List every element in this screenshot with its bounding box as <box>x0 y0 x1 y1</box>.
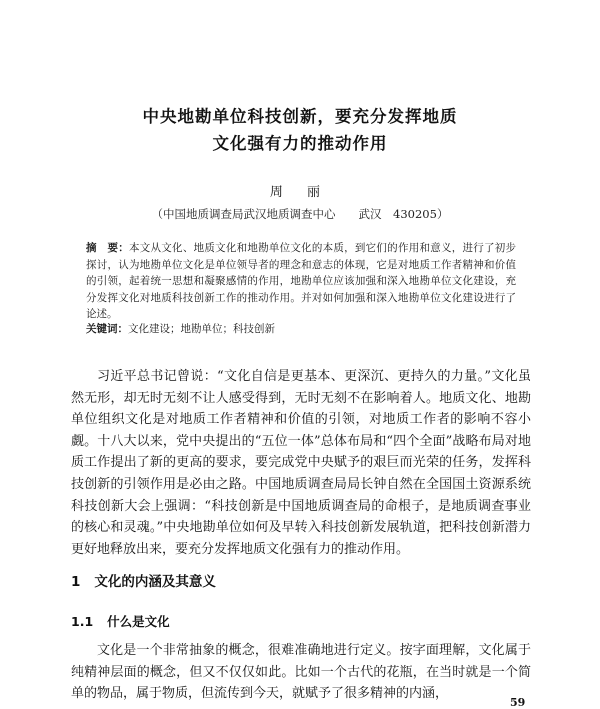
author-affiliation: （中国地质调查局武汉地质调查中心 武汉 430205） <box>151 207 449 221</box>
abstract <box>86 240 516 323</box>
paper-title-line-2: 文化强有力的推动作用 <box>212 134 388 153</box>
subsection-heading-1-1 <box>71 612 170 630</box>
abstract-text: 本文从文化、地质文化和地勘单位文化的本质，到它们的作用和意义，进行了初步探讨，认为地勘单位文化是单位领导者的理念和意志的体现，它是对地质工作者精神和价值的引领，起着统一思想和凝聚感情的作用，地勘单位应该加强和深入地勘单位文化建设，充分发挥文化对地质科技创新工作的推动作用。并对如何加强和深入地勘单位文化建设进行了论述。 <box>86 242 517 321</box>
author-name: 周 丽 <box>269 185 331 200</box>
intro-paragraph: 习近平总书记曾说：“文化自信是更基本、更深沉、更持久的力量。”文化虽然无形，却无时无刻不让人感受得到，无时无刻不在影响着人。地质文化、地勘单位组织文化是对地质工作者精神和价值的引领，对地质工作者的影响不容小觑。十八大以来，党中央提出的“五位一体”总体布局和“四个全面”战略布局对地质工作提出了新的更高的要求，要完成党中央赋予的艰巨而光荣的任务，发挥科技创新的引领作用是必由之路。中国地质调查局局长钟自然在全国国土资源系统科技创新大会上强调：“科技创新是中国地质调查局的命根子，是地质调查事业的核心和灵魂。”中央地勘单位如何及早转入科技创新发展轨道，把科技创新潜力更好地释放出来，要充分发挥地质文化强有力的推动作用。 <box>71 369 531 557</box>
paper-title-line-1: 中央地勘单位科技创新，要充分发挥地质 <box>142 107 458 126</box>
abstract-label: 摘 要： <box>86 242 130 254</box>
page-number: 59 <box>510 696 526 709</box>
section-heading-1 <box>71 570 216 590</box>
keywords-label: 关键词： <box>86 323 128 335</box>
subsection-number: 1.1 <box>71 614 94 629</box>
keywords <box>86 321 516 336</box>
keywords-text: 文化建设；地勘单位；科技创新 <box>128 323 275 335</box>
subsection-paragraph: 文化是一个非常抽象的概念，很难准确地进行定义。按字面理解，文化属于纯精神层面的概念，但又不仅仅如此。比如一个古代的花瓶，在当时就是一个简单的物品，属于物质，但流传到今天，就赋予了很多精神的内涵， <box>71 643 531 702</box>
section-title: 文化的内涵及其意义 <box>94 574 216 590</box>
section-number: 1 <box>71 574 81 590</box>
subsection-title: 什么是文化 <box>107 614 170 629</box>
